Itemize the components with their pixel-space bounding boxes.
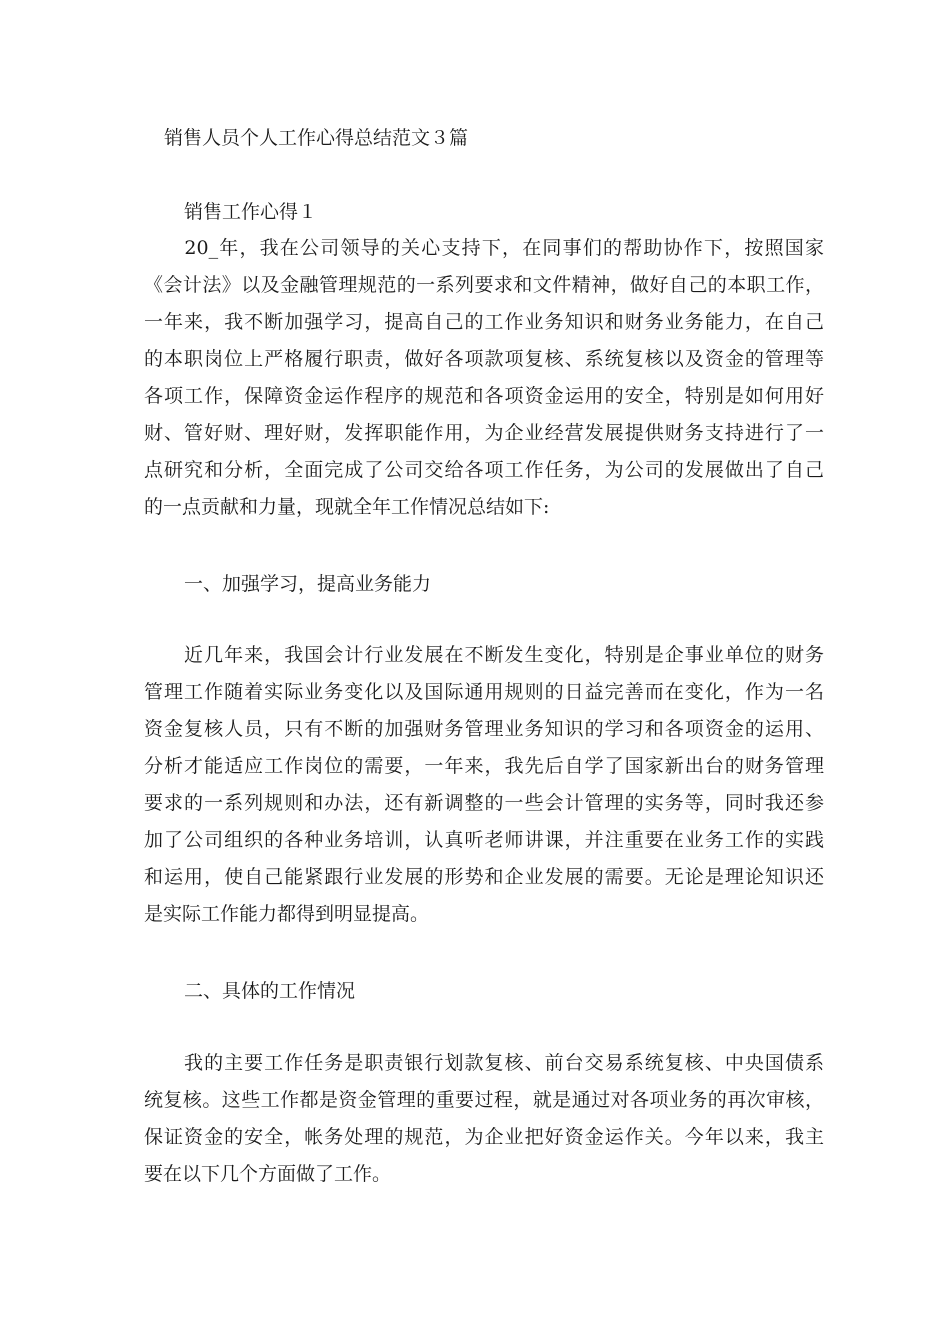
paragraph-line: 要求的一系列规则和办法，还有新调整的一些会计管理的实务等，同时我还参 bbox=[144, 792, 824, 814]
paragraph-line: 点研究和分析，全面完成了公司交给各项工作任务，为公司的发展做出了自己 bbox=[144, 459, 824, 481]
paragraph-line: 近几年来，我国会计行业发展在不断发生变化，特别是企事业单位的财务 bbox=[144, 644, 824, 666]
paragraph-line: 统复核。这些工作都是资金管理的重要过程，就是通过对各项业务的再次审核， bbox=[144, 1089, 824, 1111]
paragraph-line: 一年来，我不断加强学习，提高自己的工作业务知识和财务业务能力，在自己 bbox=[144, 311, 824, 333]
section-heading-2: 二、具体的工作情况 bbox=[184, 980, 356, 1002]
paragraph-line: 我的主要工作任务是职责银行划款复核、前台交易系统复核、中央国债系 bbox=[144, 1052, 824, 1074]
paragraph-line: 各项工作，保障资金运作程序的规范和各项资金运用的安全，特别是如何用好 bbox=[144, 385, 824, 407]
section-title: 销售工作心得１ bbox=[184, 201, 318, 223]
paragraph-line: 20_年，我在公司领导的关心支持下，在同事们的帮助协作下，按照国家 bbox=[144, 237, 824, 259]
paragraph-line: 是实际工作能力都得到明显提高。 bbox=[144, 903, 430, 925]
paragraph-line: 资金复核人员，只有不断的加强财务管理业务知识的学习和各项资金的运用、 bbox=[144, 718, 824, 740]
paragraph-line: 《会计法》以及金融管理规范的一系列要求和文件精神，做好自己的本职工作， bbox=[144, 274, 824, 296]
paragraph-line: 管理工作随着实际业务变化以及国际通用规则的日益完善而在变化，作为一名 bbox=[144, 681, 824, 703]
paragraph-line: 的本职岗位上严格履行职责，做好各项款项复核、系统复核以及资金的管理等 bbox=[144, 348, 824, 370]
paragraph-line: 要在以下几个方面做了工作。 bbox=[144, 1163, 392, 1185]
paragraph-line: 加了公司组织的各种业务培训，认真听老师讲课，并注重要在业务工作的实践 bbox=[144, 829, 824, 851]
paragraph-line: 保证资金的安全，帐务处理的规范，为企业把好资金运作关。今年以来，我主 bbox=[144, 1126, 824, 1148]
paragraph-line: 和运用，使自己能紧跟行业发展的形势和企业发展的需要。无论是理论知识还 bbox=[144, 866, 824, 888]
paragraph-line: 的一点贡献和力量，现就全年工作情况总结如下: bbox=[144, 496, 550, 518]
section-heading-1: 一、加强学习，提高业务能力 bbox=[184, 573, 432, 595]
paragraph-line: 分析才能适应工作岗位的需要，一年来，我先后自学了国家新出台的财务管理 bbox=[144, 755, 824, 777]
paragraph-line: 财、管好财、理好财，发挥职能作用，为企业经营发展提供财务支持进行了一 bbox=[144, 422, 824, 444]
document-title: 销售人员个人工作心得总结范文３篇 bbox=[164, 127, 469, 149]
